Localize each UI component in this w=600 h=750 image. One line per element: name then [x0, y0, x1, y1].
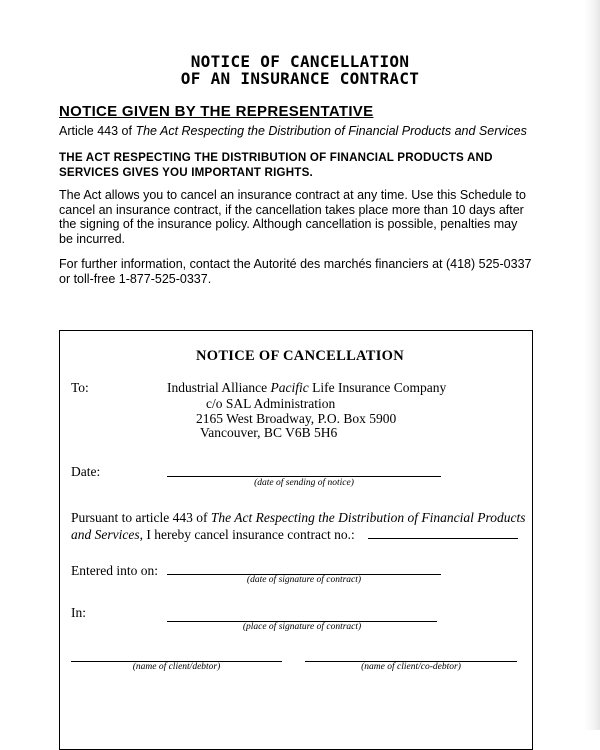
contact-info-paragraph: For further information, contact the Autorité des marchés financiers at (418) 525-0337 or toll-free 1-877-525-0337.: [59, 257, 532, 286]
company-suffix: Life Insurance Company: [308, 380, 447, 395]
pursuant-act-title: The Act Respecting the Distribution of Financial Products and Services: [71, 510, 526, 542]
address-street: 2165 West Broadway, P.O. Box 5900: [196, 411, 397, 426]
address-company: [167, 380, 446, 396]
cancellation-rights-paragraph: The Act allows you to cancel an insurance contract at any time. Use this Schedule to cancel an insurance contract, if the cancellation takes place more than 10 days after the signing of the insurance policy. Although cancellation is possible, penalties may be incurred.: [59, 188, 526, 247]
in-label: In:: [71, 605, 86, 620]
company-prefix: Industrial Alliance: [167, 380, 271, 395]
to-label: To:: [71, 380, 89, 395]
contract-number-field[interactable]: [368, 538, 518, 539]
article-prefix: Article 443 of: [59, 124, 136, 138]
date-field[interactable]: [167, 476, 441, 477]
article-reference: [59, 124, 527, 138]
entered-into-label: Entered into on:: [71, 563, 158, 578]
co-client-name-caption: (name of client/co-debtor): [361, 662, 461, 672]
date-label: Date:: [71, 464, 101, 479]
form-title: NOTICE OF CANCELLATION: [195, 348, 404, 364]
signature-date-caption: (date of signature of contract): [246, 575, 362, 585]
pursuant-suffix: , I hereby cancel insurance contract no.:: [139, 526, 355, 542]
client-name-caption: (name of client/debtor): [132, 662, 221, 672]
page-title-line-1: NOTICE OF CANCELLATION: [190, 52, 410, 71]
company-italic: Pacific: [270, 380, 309, 395]
section-heading: NOTICE GIVEN BY THE REPRESENTATIVE: [59, 103, 374, 120]
important-rights-notice: THE ACT RESPECTING THE DISTRIBUTION OF FINANCIAL PRODUCTS AND SERVICES GIVES YOU IMPORTANT RIGHTS.: [59, 151, 493, 179]
act-title: The Act Respecting the Distribution of Financial Products and Services: [135, 124, 527, 138]
address-city: Vancouver, BC V6B 5H6: [200, 425, 338, 440]
address-care-of: c/o SAL Administration: [206, 396, 336, 411]
page-edge-shadow: [584, 0, 600, 730]
pursuant-prefix: Pursuant to article 443 of: [71, 510, 211, 525]
page-title-line-2: OF AN INSURANCE CONTRACT: [180, 69, 420, 88]
signature-place-caption: (place of signature of contract): [242, 622, 362, 632]
date-caption: (date of sending of notice): [254, 478, 354, 488]
